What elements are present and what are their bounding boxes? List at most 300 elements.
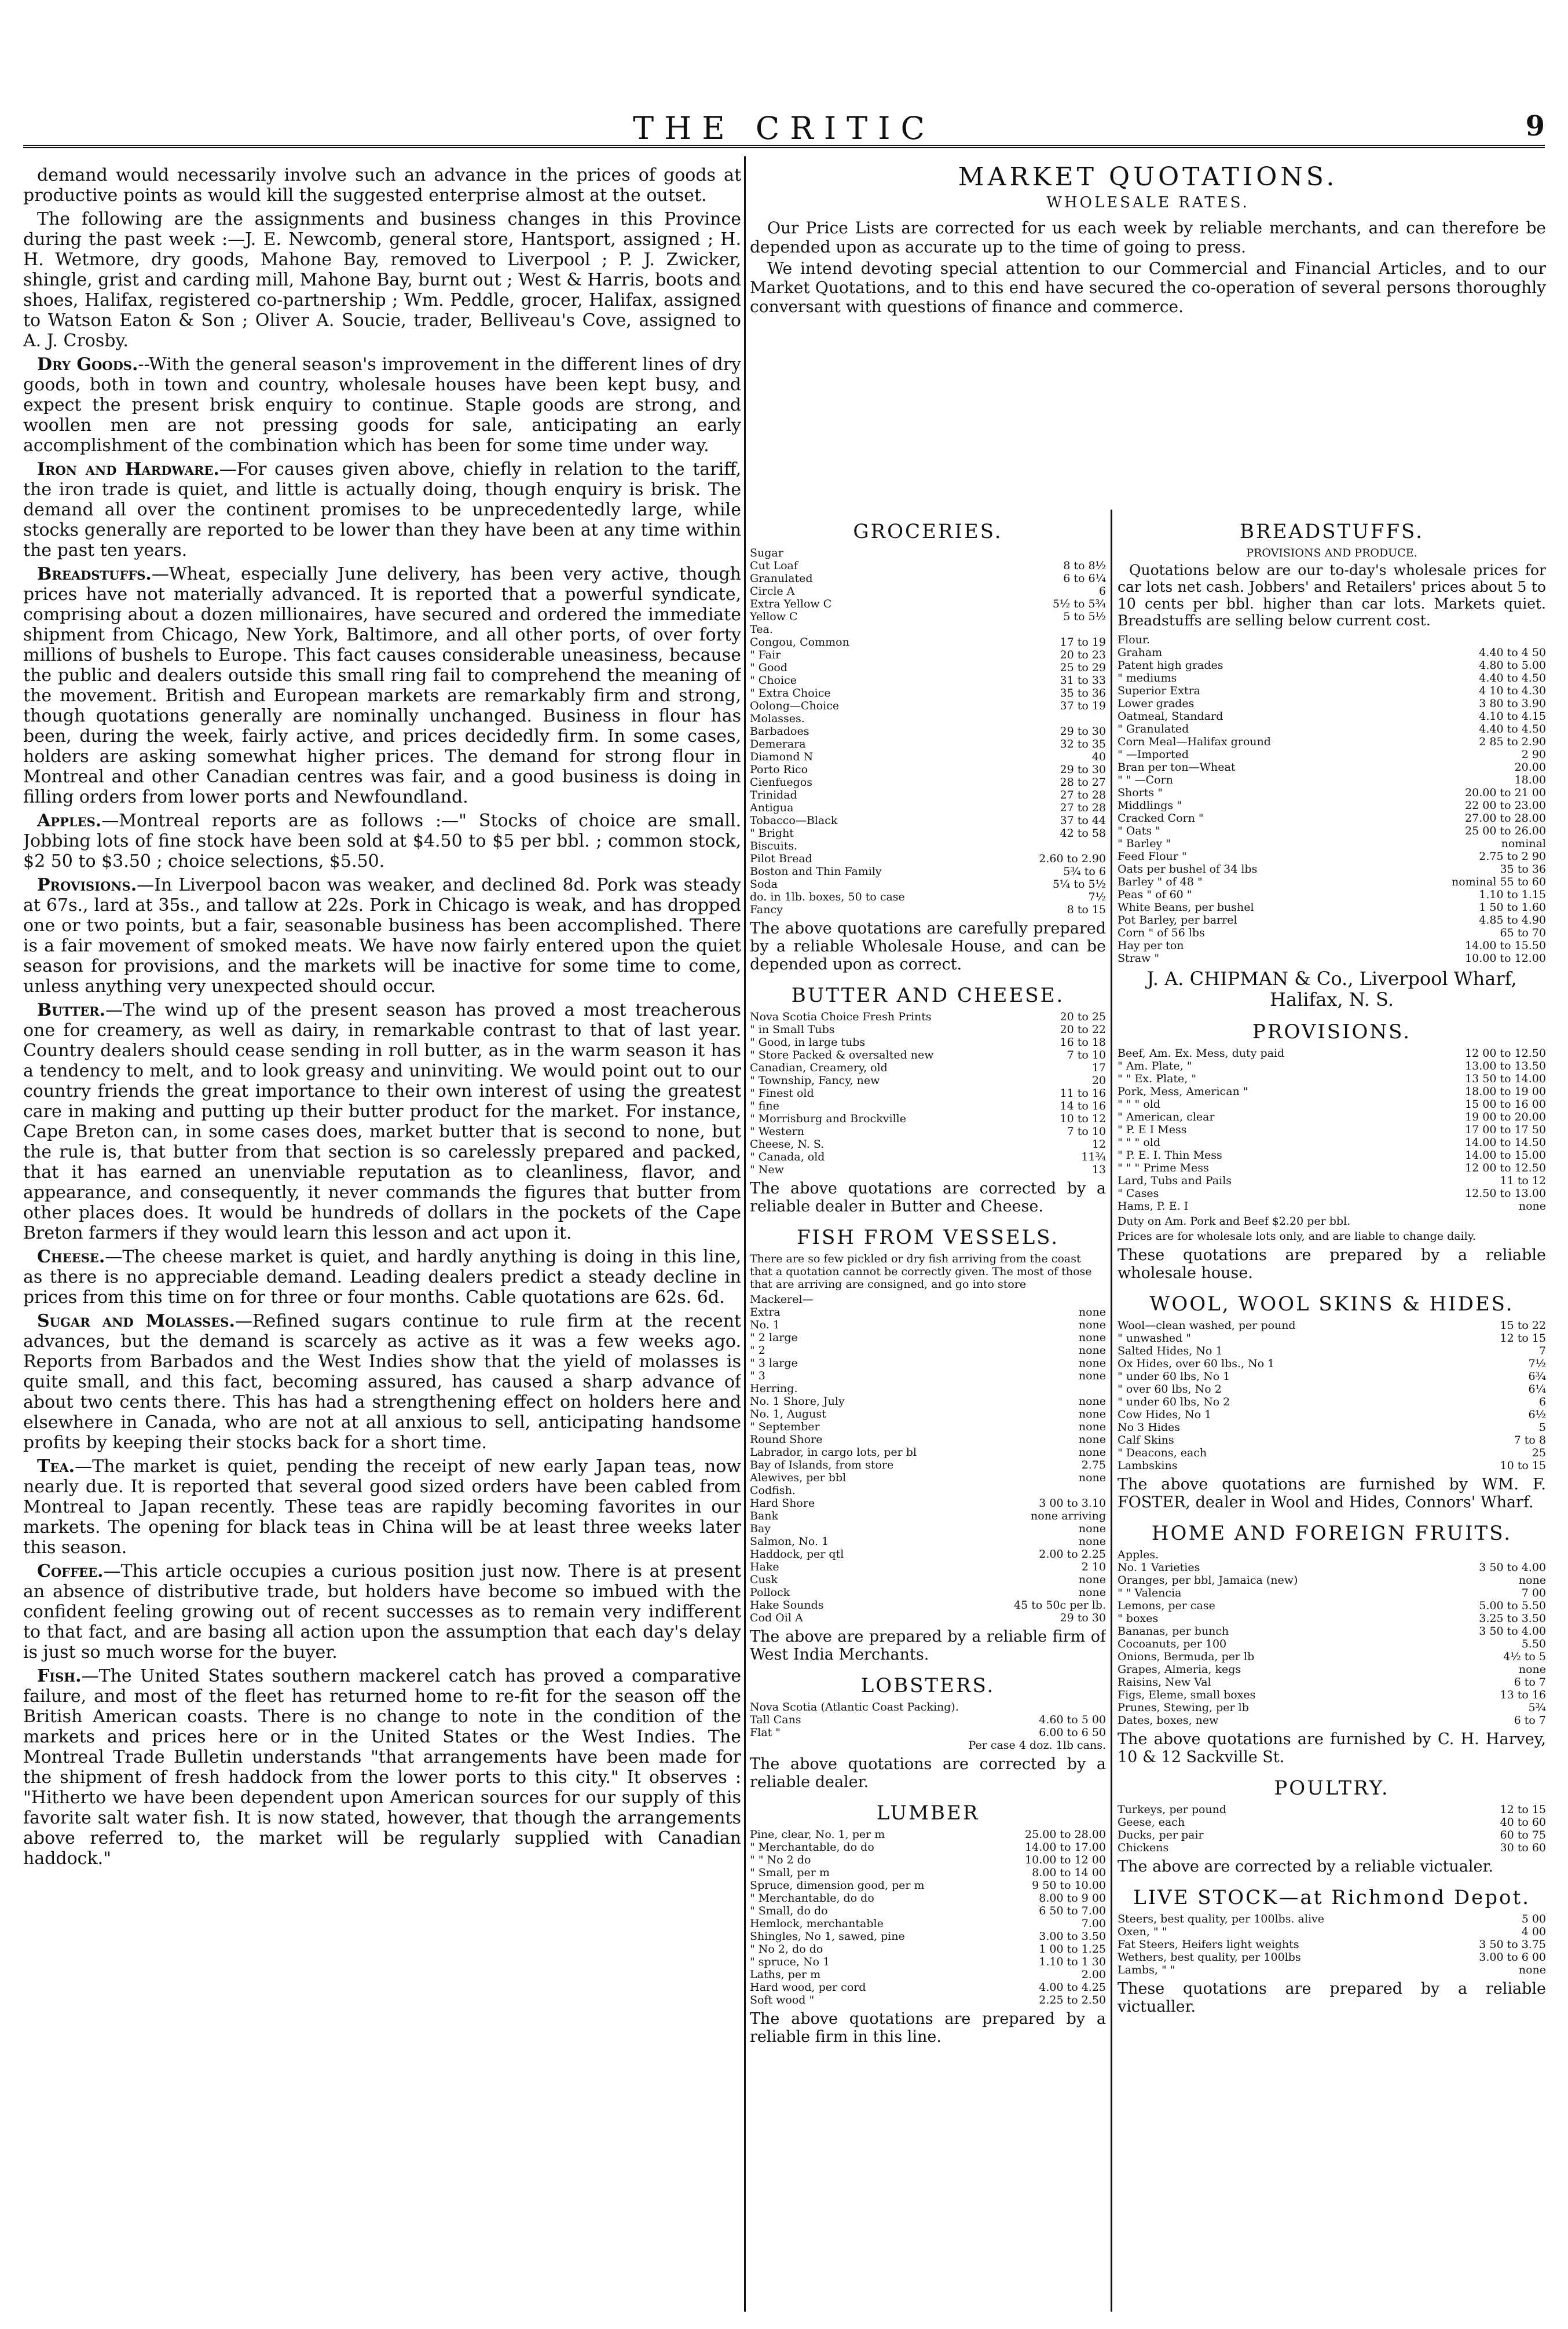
row-value: 11 to 12 — [1500, 1174, 1546, 1187]
table-row — [1118, 1612, 1546, 1625]
table-row — [750, 750, 1106, 763]
table-row — [750, 559, 1106, 572]
row-item: " Finest old — [750, 1087, 814, 1100]
table-row — [750, 1344, 1106, 1357]
row-value: 2 10 — [1081, 1561, 1106, 1573]
row-value: 4.40 to 4 50 — [1479, 646, 1546, 659]
row-value: 2 90 — [1521, 748, 1546, 761]
row-item: " 2 — [750, 1344, 765, 1357]
row-item: Shorts " — [1118, 786, 1163, 799]
table-row — [750, 636, 1106, 649]
row-item: Hake Sounds — [750, 1599, 824, 1612]
table-row — [750, 1306, 1106, 1319]
row-item: " Barley " — [1118, 837, 1171, 850]
table-row — [750, 1061, 1106, 1074]
row-value: 13 to 16 — [1500, 1689, 1546, 1701]
row-item: " in Small Tubs — [750, 1023, 835, 1036]
section-note: The above quotations are furnished by C. H. Harvey, 10 & 12 Sackville St. — [1118, 1730, 1546, 1766]
row-item: Herring. — [750, 1382, 798, 1395]
section-title: FISH FROM VESSELS. — [796, 1226, 1060, 1249]
row-value: 14.00 to 15.50 — [1465, 939, 1546, 952]
row-item: Shingles, No 1, sawed, pine — [750, 1930, 905, 1943]
row-value: 3 80 to 3.90 — [1479, 697, 1546, 710]
paragraph-text: The following are the assignments and business changes in this Province during the past week :—J. E. Newcomb, general store, Hantsport, assigned ; H. H. Wetmore, dry goods, Mahone Bay, removed to Liverpool ; P. J. Zwicker, shingle, grist and carding mill, Mahone Bay, burnt out ; West & Harris, boots and shoes, Halifax, registered co-partnership ; Wm. Peddle, grocer, Halifax, assigned to Watson Eaton & Son ; Oliver A. Soucie, trader, Belliveau's Cove, assigned to A. J. Crosby. — [23, 209, 741, 351]
row-value: 20 to 23 — [1060, 649, 1106, 661]
row-item: " " " old — [1118, 1098, 1161, 1111]
quotations-middle-column — [750, 510, 1106, 2306]
row-value — [1417, 633, 1546, 646]
table-row — [1118, 748, 1546, 761]
paragraph-lead: Apples. — [37, 811, 102, 831]
row-item: " mediums — [1118, 672, 1177, 684]
table-row — [750, 1023, 1106, 1036]
row-item: Hams, P. E. I — [1118, 1200, 1189, 1213]
table-row — [1118, 786, 1546, 799]
row-value: 5¾ to 6 — [1063, 865, 1106, 878]
table-row — [750, 1943, 1106, 1956]
row-value: none — [1518, 1964, 1546, 1976]
table-row — [1118, 1396, 1546, 1408]
row-value: 3.00 to 3.50 — [1039, 1930, 1106, 1943]
row-item: Cusk — [750, 1573, 778, 1586]
row-value: 27.00 to 28.00 — [1465, 812, 1546, 825]
row-value: 1 50 to 1.60 — [1479, 901, 1546, 914]
row-item: " fine — [750, 1100, 779, 1112]
row-value: 12 00 to 12.50 — [1465, 1047, 1546, 1060]
row-item: No. 1 — [750, 1319, 780, 1331]
row-item: Lower grades — [1118, 697, 1195, 710]
row-value: 12 — [1091, 1138, 1106, 1151]
price-table — [750, 547, 1106, 916]
row-value: none — [1078, 1344, 1106, 1357]
paragraph-lead: Cheese. — [37, 1247, 105, 1267]
section-title: WOOL, WOOL SKINS & HIDES. — [1149, 1292, 1514, 1316]
row-item: " Choice — [750, 674, 797, 687]
market-commentary-column — [23, 165, 741, 2306]
row-value: 4.40 to 4.50 — [1479, 723, 1546, 735]
table-row — [750, 1163, 1106, 1176]
row-item: Yellow C — [750, 610, 798, 623]
table-row — [750, 1866, 1106, 1879]
section-title: HOME AND FOREIGN FRUITS. — [1151, 1522, 1512, 1545]
section-title: BREADSTUFFS. — [1240, 520, 1424, 543]
row-item: " Merchantable, do do — [750, 1841, 874, 1854]
row-item: Hard wood, per cord — [750, 1981, 866, 1994]
paragraph-lead: Iron and Hardware. — [37, 459, 219, 479]
row-item: Corn Meal—Halifax ground — [1118, 735, 1271, 748]
row-item: " Good — [750, 661, 787, 674]
row-value: 1.10 to 1 30 — [1039, 1956, 1106, 1968]
row-item: Corn " of 56 lbs — [1118, 927, 1205, 939]
row-value: 3 50 to 4.00 — [1479, 1561, 1546, 1574]
row-item: Superior Extra — [1118, 684, 1201, 697]
row-value: none — [1078, 1357, 1106, 1369]
table-row — [750, 814, 1106, 827]
table-row — [750, 1713, 1106, 1726]
table-row — [750, 903, 1106, 916]
section-note: The above quotations are prepared by a reliable firm in this line. — [750, 2010, 1106, 2046]
row-value: 25 to 29 — [1060, 661, 1106, 674]
row-item: Middlings " — [1118, 799, 1182, 812]
paragraph-lead: Sugar and Molasses. — [37, 1311, 235, 1331]
table-row — [1118, 735, 1546, 748]
row-value: 10 to 12 — [1060, 1112, 1106, 1125]
table-row — [1118, 761, 1546, 774]
table-row — [750, 1739, 1106, 1752]
price-table — [750, 1828, 1106, 2006]
row-item: " " No 2 do — [750, 1854, 811, 1866]
section-note: The above quotations are corrected by a reliable dealer in Butter and Cheese. — [750, 1180, 1106, 1215]
table-row — [750, 1471, 1106, 1484]
row-item: " " " old — [1118, 1136, 1161, 1149]
row-value: 1.10 to 1.15 — [1479, 888, 1546, 901]
row-item: Oolong—Choice — [750, 700, 840, 712]
table-row — [1118, 1357, 1546, 1370]
table-row — [1118, 1072, 1546, 1085]
row-item: Pollock — [750, 1586, 790, 1599]
table-row — [750, 1726, 1106, 1739]
row-value: 37 to 44 — [1060, 814, 1106, 827]
row-item: Fancy — [750, 903, 783, 916]
quotations-title: MARKET QUOTATIONS. — [958, 162, 1338, 192]
column-rule-right — [1111, 510, 1112, 2312]
table-row — [750, 598, 1106, 610]
row-value: nominal — [1501, 837, 1546, 850]
table-row — [1118, 1938, 1546, 1951]
table-row — [750, 1892, 1106, 1905]
section-title: GROCERIES. — [853, 520, 1003, 543]
row-value: 40 to 60 — [1500, 1816, 1546, 1829]
table-row — [750, 1036, 1106, 1049]
row-value: 8.00 to 9 00 — [1039, 1892, 1106, 1905]
table-row — [750, 840, 1106, 852]
section-credit: J. A. CHIPMAN & Co., Liverpool Wharf, Halifax, N. S. — [1146, 968, 1517, 1010]
row-value: 6 to 7 — [1514, 1714, 1546, 1727]
table-row — [1118, 1676, 1546, 1689]
row-item: Boston and Thin Family — [750, 865, 882, 878]
row-value: 17 — [1091, 1061, 1106, 1074]
row-value: none — [1078, 1319, 1106, 1331]
price-table — [750, 1010, 1106, 1176]
row-item: Hard Shore — [750, 1497, 815, 1510]
row-value: 29 to 30 — [1060, 1612, 1106, 1624]
commentary-paragraph — [23, 459, 741, 561]
table-row — [1118, 1345, 1546, 1357]
row-value: 5.00 to 5.50 — [1479, 1599, 1546, 1612]
row-item: Grapes, Almeria, kegs — [1118, 1663, 1241, 1676]
row-item: Cow Hides, No 1 — [1118, 1408, 1212, 1421]
table-row — [1118, 927, 1546, 939]
table-row — [750, 1112, 1106, 1125]
table-row — [750, 661, 1106, 674]
paragraph-lead: Butter. — [37, 1000, 106, 1020]
row-value — [1006, 1382, 1106, 1395]
row-value: 6½ — [1528, 1408, 1546, 1421]
row-item: Tea. — [750, 623, 773, 636]
row-item: " over 60 lbs, No 2 — [1118, 1383, 1222, 1396]
price-table — [1118, 1803, 1546, 1854]
row-item: Bay of Islands, from store — [750, 1459, 894, 1471]
row-item: Extra — [750, 1306, 781, 1319]
row-value — [969, 1701, 1106, 1713]
table-row — [750, 1497, 1106, 1510]
paragraph-text: —In Liverpool bacon was weaker, and declined 8d. Pork was steady at 67s., lard at 35s., and tallow at 22s. Pork in Chicago is weak, and has dropped one or two points, but a fair, seasonable business has been accomplished. There is a fair movement of smoked meats. We have now fairly entered upon the quiet season for provisions, and the markets will be inactive for some time to come, unless anything very unexpected should occur. — [23, 875, 741, 997]
table-row — [750, 1561, 1106, 1573]
row-item: Haddock, per qtl — [750, 1548, 844, 1561]
price-table — [750, 1293, 1106, 1624]
row-item: Labrador, in cargo lots, per bl — [750, 1446, 917, 1459]
row-value: none — [1078, 1586, 1106, 1599]
row-item: Pine, clear, No. 1, per m — [750, 1828, 885, 1841]
table-row — [1118, 1383, 1546, 1396]
table-row — [750, 1395, 1106, 1408]
row-item: " —Imported — [1118, 748, 1189, 761]
table-row — [1118, 1047, 1546, 1060]
row-value: 6 — [1098, 585, 1106, 598]
row-value: 3.25 to 3.50 — [1479, 1612, 1546, 1625]
row-value: 13.00 to 13.50 — [1465, 1060, 1546, 1072]
row-value: none — [1078, 1369, 1106, 1382]
table-row — [1118, 1098, 1546, 1111]
row-item: Fat Steers, Heifers light weights — [1118, 1938, 1299, 1951]
row-item: Oranges, per bbl, Jamaica (new) — [1118, 1574, 1298, 1587]
paragraph-text: demand would necessarily involve such an advance in the prices of goods at productive points as would kill the suggested enterprise almost at the outset. — [23, 165, 741, 206]
table-row — [750, 1548, 1106, 1561]
table-row — [750, 1369, 1106, 1382]
row-item: Oxen, " " — [1118, 1925, 1167, 1938]
table-row — [750, 789, 1106, 801]
row-item: White Beans, per bushel — [1118, 901, 1254, 914]
table-row — [750, 1701, 1106, 1713]
row-item: Flat " — [750, 1726, 781, 1739]
price-table — [750, 1701, 1106, 1752]
row-item: No. 1, August — [750, 1408, 826, 1420]
row-value: 13 50 to 14.00 — [1465, 1072, 1546, 1085]
row-value: 7½ — [1088, 891, 1106, 903]
row-value: 14.00 to 14.50 — [1465, 1136, 1546, 1149]
table-row — [1118, 1638, 1546, 1650]
table-row — [1118, 1951, 1546, 1964]
commentary-paragraph — [23, 875, 741, 997]
paragraph-text: —The market is quiet, pending the receipt of new early Japan teas, now nearly due. It is reported that several good sized orders have been cabled from Montreal to Japan recently. These teas are rapidly becoming favorites in our markets. The opening for black teas in China will be at least three weeks later this season. — [23, 1456, 741, 1558]
row-value: 2.00 to 2.25 — [1039, 1548, 1106, 1561]
table-row — [1118, 1447, 1546, 1459]
row-item: do. in 1lb. boxes, 50 to case — [750, 891, 905, 903]
table-row — [750, 1293, 1106, 1306]
table-row — [750, 776, 1106, 789]
section-title: PROVISIONS. — [1252, 1020, 1411, 1043]
row-value: 8 to 8½ — [1063, 559, 1106, 572]
price-table — [1118, 633, 1546, 965]
table-row — [1118, 1587, 1546, 1599]
row-value: 6 to 7 — [1514, 1676, 1546, 1689]
row-value: 6.00 to 6 50 — [1039, 1726, 1106, 1739]
table-row — [750, 1151, 1106, 1163]
row-item: " 3 large — [750, 1357, 798, 1369]
paragraph-lead: Provisions. — [37, 875, 137, 895]
row-item: Cracked Corn " — [1118, 812, 1204, 825]
table-row — [1118, 1123, 1546, 1136]
duty-note: Duty on Am. Pork and Beef $2.20 per bbl. — [1118, 1215, 1351, 1228]
table-row — [750, 852, 1106, 865]
table-row — [1118, 774, 1546, 786]
row-value: 4.80 to 5.00 — [1479, 659, 1546, 672]
quotations-right-column — [1118, 510, 1546, 2306]
row-item: Soda — [750, 878, 778, 891]
row-value: 4.60 to 5 00 — [1039, 1713, 1106, 1726]
row-value: 11 to 16 — [1060, 1087, 1106, 1100]
row-item: Cheese, N. S. — [750, 1138, 825, 1151]
row-value: 13 — [1091, 1163, 1106, 1176]
publication-title: THE CRITIC — [633, 110, 935, 147]
row-value: 2.25 to 2.50 — [1039, 1994, 1106, 2006]
row-item: No. 1 Shore, July — [750, 1395, 845, 1408]
paragraph-lead: Breadstuffs. — [37, 564, 152, 584]
row-value: none — [1078, 1573, 1106, 1586]
quotations-subtitle: WHOLESALE RATES. — [1046, 194, 1250, 211]
row-value: 20 to 25 — [1060, 1010, 1106, 1023]
row-value: 3.00 to 6 00 — [1479, 1951, 1546, 1964]
row-item — [750, 1739, 969, 1752]
table-row — [750, 1612, 1106, 1624]
table-row — [1118, 1816, 1546, 1829]
row-item: " under 60 lbs, No 2 — [1118, 1396, 1230, 1408]
table-row — [1118, 646, 1546, 659]
row-item: Barbadoes — [750, 725, 809, 738]
row-value: 18.00 to 19 00 — [1465, 1085, 1546, 1098]
row-item: Granulated — [750, 572, 813, 585]
row-item: " Good, in large tubs — [750, 1036, 866, 1049]
table-row — [750, 1586, 1106, 1599]
table-row — [750, 1382, 1106, 1395]
row-item: Raisins, New Val — [1118, 1676, 1211, 1689]
row-item: Alewives, per bbl — [750, 1471, 847, 1484]
row-value — [1006, 547, 1106, 559]
row-item: " Merchantable, do do — [750, 1892, 874, 1905]
row-value: 10.00 to 12 00 — [1025, 1854, 1106, 1866]
table-row — [750, 1433, 1106, 1446]
paragraph-lead: Tea. — [37, 1456, 75, 1477]
market-quotations-header — [750, 162, 1546, 510]
table-row — [1118, 723, 1546, 735]
price-table — [1118, 1913, 1546, 1976]
table-row — [1118, 1136, 1546, 1149]
row-item: Trinidad — [750, 789, 797, 801]
row-item: Pot Barley, per barrel — [1118, 914, 1237, 927]
row-value: 20.00 — [1514, 761, 1546, 774]
section-note: The above are corrected by a reliable victualer. — [1118, 1858, 1493, 1876]
row-value — [1006, 1293, 1106, 1306]
table-row — [750, 1522, 1106, 1535]
table-row — [1118, 1319, 1546, 1332]
table-row — [750, 827, 1106, 840]
row-item: Cod Oil A — [750, 1612, 803, 1624]
table-row — [1118, 1370, 1546, 1383]
table-row — [750, 674, 1106, 687]
table-row — [750, 801, 1106, 814]
row-value: 7 to 10 — [1067, 1125, 1106, 1138]
table-row — [750, 1420, 1106, 1433]
row-value: 5½ to 5¾ — [1052, 598, 1106, 610]
row-item: Pork, Mess, American " — [1118, 1085, 1248, 1098]
table-row — [1118, 952, 1546, 965]
row-value: none — [1518, 1200, 1546, 1213]
table-row — [1118, 901, 1546, 914]
table-row — [750, 1930, 1106, 1943]
row-value: none — [1078, 1535, 1106, 1548]
table-row — [1118, 659, 1546, 672]
paragraph-text: —Wheat, especially June delivery, has been very active, though prices have not materially advanced. It is reported that a powerful syndicate, comprising about a dozen millionaires, have secured and ordered the immediate shipment from Chicago, New York, Baltimore, and all other ports, of over forty millions of bushels to Europe. This fact causes considerable uneasiness, because the public and dealers outside this small ring fail to comprehend the meaning of the movement. British and European markets are remarkably firm and strong, though quotations generally are nominally unchanged. Business in flour has been, during the week, fairly active, and prices decidedly firm. In some cases, holders are asking somewhat higher prices. The demand for strong flour in Montreal and other Canadian centres was fair, and a good business is doing in filling orders from lower ports and Newfoundland. — [23, 564, 741, 807]
table-row — [1118, 1162, 1546, 1174]
section-note: The above quotations are furnished by WM. F. FOSTER, dealer in Wool and Hides, Connors' Wharf. — [1118, 1475, 1546, 1511]
row-item: " Fair — [750, 649, 781, 661]
table-row — [1118, 1149, 1546, 1162]
row-item: Biscuits. — [750, 840, 798, 852]
row-value: 7 to 8 — [1514, 1434, 1546, 1447]
row-value: 8.00 to 14 00 — [1032, 1866, 1106, 1879]
row-value: 35 to 36 — [1500, 863, 1546, 876]
row-value: 14.00 to 17.00 — [1025, 1841, 1106, 1854]
paragraph-text: —This article occupies a curious position just now. There is at present an absence of distributive trade, but holders have become so imbued with the confident feeling growing out of recent successes as to remain very indifferent to that fact, and are basing all action upon the assumption that each day's delay is just so much worse for the buyer. — [23, 1561, 741, 1662]
row-item: Calf Skins — [1118, 1434, 1174, 1447]
table-row — [750, 1981, 1106, 1994]
section-title: LIVE STOCK—at Richmond Depot. — [1133, 1886, 1530, 1909]
table-row — [750, 623, 1106, 636]
table-row — [1118, 1701, 1546, 1714]
table-row — [1118, 1689, 1546, 1701]
row-item: Wethers, best quality, per 100lbs — [1118, 1951, 1301, 1964]
row-item: Extra Yellow C — [750, 598, 832, 610]
row-item: " Granulated — [1118, 723, 1189, 735]
row-value: 7 to 10 — [1067, 1049, 1106, 1061]
table-row — [750, 1408, 1106, 1420]
row-item: " " " Prime Mess — [1118, 1162, 1209, 1174]
row-value: 5¾ — [1528, 1701, 1546, 1714]
table-row — [1118, 850, 1546, 863]
row-item: Apples. — [1118, 1548, 1159, 1561]
row-item: Codfish. — [750, 1484, 796, 1497]
row-item: Tall Cans — [750, 1713, 801, 1726]
row-value: 8 to 15 — [1067, 903, 1106, 916]
commentary-paragraph — [23, 1311, 741, 1453]
prices-note: Prices are for wholesale lots only, and are liable to change daily. — [1118, 1230, 1476, 1243]
row-item: Graham — [1118, 646, 1163, 659]
row-item: " under 60 lbs, No 1 — [1118, 1370, 1230, 1383]
column-rule-left — [744, 156, 746, 2312]
table-row — [750, 1917, 1106, 1930]
row-item: Oats per bushel of 34 lbs — [1118, 863, 1258, 876]
row-value: 12 to 15 — [1500, 1332, 1546, 1345]
row-value — [1006, 840, 1106, 852]
table-row — [750, 1357, 1106, 1369]
row-value: 2.75 to 2 90 — [1479, 850, 1546, 863]
table-row — [750, 1968, 1106, 1981]
row-value: 29 to 30 — [1060, 763, 1106, 776]
row-item: " 2 large — [750, 1331, 798, 1344]
table-row — [750, 1459, 1106, 1471]
row-value: 6¾ — [1528, 1370, 1546, 1383]
row-item: " Am. Plate, " — [1118, 1060, 1192, 1072]
row-item: Lard, Tubs and Pails — [1118, 1174, 1232, 1187]
table-row — [750, 1074, 1106, 1087]
row-item: Ox Hides, over 60 lbs., No 1 — [1118, 1357, 1275, 1370]
row-item: Geese, each — [1118, 1816, 1185, 1829]
row-value: 2.75 — [1081, 1459, 1106, 1471]
row-value: none — [1078, 1433, 1106, 1446]
row-value: 12 to 15 — [1500, 1803, 1546, 1816]
table-row — [750, 1049, 1106, 1061]
row-item: Salted Hides, No 1 — [1118, 1345, 1223, 1357]
